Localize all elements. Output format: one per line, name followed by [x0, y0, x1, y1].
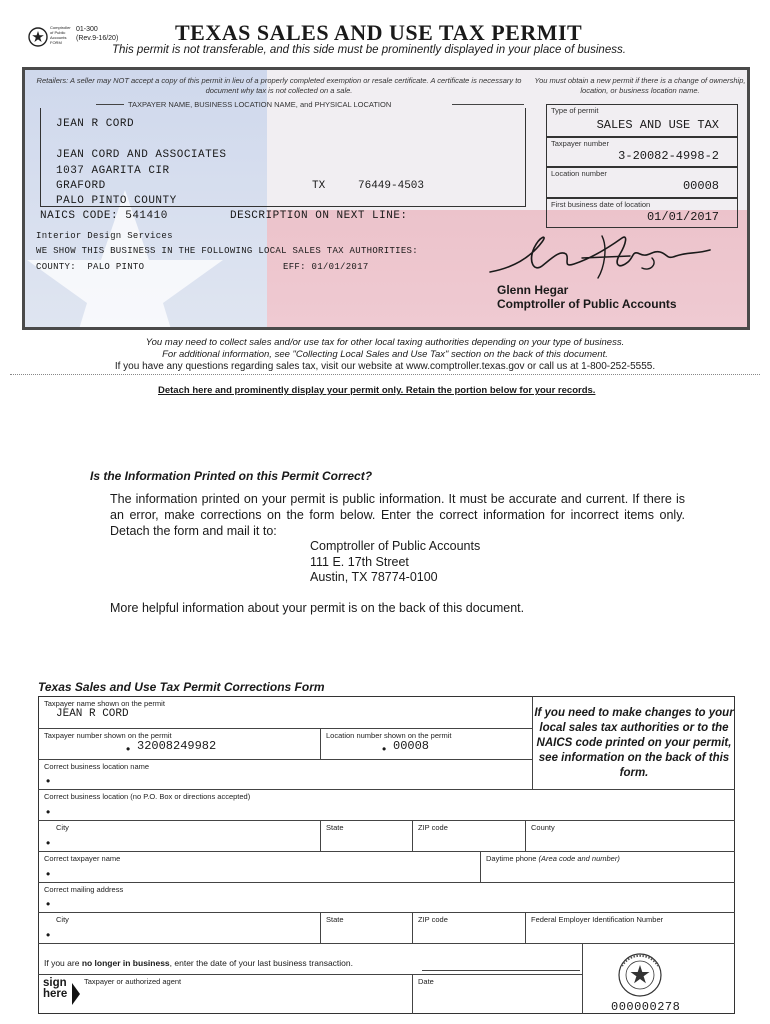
daytime-phone-label: Daytime phone (Area code and number) — [486, 854, 620, 863]
form-rule — [38, 789, 735, 790]
caption-rule-left — [96, 104, 124, 105]
city-label: City — [56, 823, 69, 832]
form-rule — [38, 943, 735, 944]
eff-label: EFF: — [283, 262, 306, 272]
permit-type-value: SALES AND USE TAX — [596, 118, 719, 132]
mail-address-line-2: 111 E. 17th Street — [310, 555, 409, 569]
taxpayer-name: JEAN R CORD — [56, 118, 135, 130]
correct-taxpayer-name-input[interactable]: • — [46, 867, 51, 881]
form-rule — [38, 882, 735, 883]
new-permit-note: You must obtain a new permit if there is a change of ownership, location, or business location name. — [534, 76, 746, 95]
form-rule — [320, 728, 321, 759]
mailing-zip-label: ZIP code — [418, 915, 448, 924]
page-subtitle: This permit is not transferable, and this side must be prominently displayed in your place of business. — [112, 44, 626, 56]
county-value: PALO PINTO — [87, 262, 145, 272]
detach-instruction: Detach here and prominently display your permit only. Retain the portion below for your records. — [158, 385, 596, 396]
county-label: County — [531, 823, 555, 832]
business-location-name-label: Correct business location name — [44, 762, 150, 771]
form-rule — [38, 728, 532, 729]
comptroller-signature — [482, 228, 722, 288]
agency-name: Comptroller of Public Accounts FORM — [50, 25, 71, 45]
eff-value: 01/01/2017 — [311, 262, 369, 272]
caption-rule-right — [452, 104, 524, 105]
naics-code — [40, 210, 168, 222]
comptroller-title: Comptroller of Public Accounts — [497, 297, 677, 311]
description-label: DESCRIPTION ON NEXT LINE: — [230, 210, 408, 222]
first-date-box — [546, 198, 738, 228]
bullet: • — [126, 742, 131, 756]
local-authority-change-note: If you need to make changes to your local sales tax authorities or to the NAICS code printed on your permit, see information on the back of this form. — [534, 707, 734, 779]
bullet: • — [382, 742, 387, 756]
contact-note: If you have any questions regarding sales tax, visit our website at www.comptroller.texas.gov or call us at 1-800-252-5555. — [114, 361, 656, 372]
state-label: State — [326, 823, 344, 832]
taxpayer-number-label: Taxpayer number — [551, 139, 609, 148]
taxpayer-number-input[interactable]: 32008249982 — [137, 739, 217, 753]
mail-address-line-3: Austin, TX 78774-0100 — [310, 570, 438, 584]
mailing-address-input[interactable]: • — [46, 897, 51, 911]
taxpayer-number-box — [546, 137, 738, 167]
sign-arrow-icon — [72, 983, 80, 1005]
corrections-form-title: Texas Sales and Use Tax Permit Corrections Form — [38, 680, 325, 694]
form-rule — [38, 974, 582, 975]
form-rule — [38, 912, 735, 913]
form-rule — [412, 820, 413, 851]
form-rule — [582, 943, 583, 1014]
comptroller-seal-icon — [28, 27, 48, 47]
form-rule — [525, 820, 526, 851]
correct-info-heading: Is the Information Printed on this Permit Correct? — [90, 469, 373, 483]
form-rule — [532, 696, 533, 789]
location-number-value: 00008 — [682, 179, 719, 193]
correct-info-paragraph: The information printed on your permit is public information. It must be accurate and current. If there is an error, make corrections on the form below. Enter the correct information for incorrect items only. Detach the form and mail it to: — [110, 492, 685, 538]
document-serial-number: 000000278 — [611, 1000, 681, 1014]
fein-label: Federal Employer Identification Number — [531, 915, 664, 924]
detach-line — [10, 374, 760, 375]
form-rule — [412, 974, 413, 1014]
business-location-input[interactable]: • — [46, 805, 51, 819]
zip-label: ZIP code — [418, 823, 448, 832]
mailing-city-input[interactable]: • — [46, 928, 51, 942]
county-line: PALO PINTO COUNTY — [56, 195, 177, 207]
permit-type-label: Type of permit — [551, 106, 599, 115]
form-rule — [320, 912, 321, 943]
county-label: COUNTY: — [36, 262, 76, 272]
no-longer-in-business-text: If you are no longer in business, enter the date of your last business transaction. — [44, 958, 353, 968]
sign-here-label: sign here — [43, 977, 68, 1000]
date-field[interactable] — [420, 988, 575, 1010]
form-number: 01-300 (Rev.9-16/20) — [76, 26, 119, 42]
permit-type-box — [546, 104, 738, 137]
city-input[interactable]: • — [46, 836, 51, 850]
location-number-label: Location number — [551, 169, 607, 178]
form-rule — [38, 851, 735, 852]
mailing-state-label: State — [326, 915, 344, 924]
local-tax-note: You may need to collect sales and/or use tax for other local taxing authorities depending on your type of business. — [145, 337, 625, 348]
comptroller-office-seal-icon — [612, 952, 668, 998]
mailing-address-label: Correct mailing address — [44, 885, 124, 894]
more-info-text: More helpful information about your permit is on the back of this document. — [110, 601, 525, 615]
taxpayer-number-value: 3-20082-4998-2 — [618, 149, 719, 163]
form-rule — [320, 820, 321, 851]
street-address: 1037 AGARITA CIR — [56, 165, 170, 177]
taxpayer-name-value[interactable]: JEAN R CORD — [56, 708, 129, 720]
first-date-label: First business date of location — [551, 200, 651, 209]
retailer-note: Retailers: A seller may NOT accept a copy of this permit in lieu of a properly completed exemption or resale certificate. A certificate is necessary to document why tax is not collected on a sale. — [36, 76, 522, 95]
first-date-value: 01/01/2017 — [646, 210, 719, 224]
comptroller-name: Glenn Hegar — [497, 283, 569, 297]
local-authorities-text: WE SHOW THIS BUSINESS IN THE FOLLOWING LOCAL SALES TAX AUTHORITIES: — [36, 246, 418, 256]
mailing-city-label: City — [56, 915, 69, 924]
zip-code: 76449-4503 — [358, 180, 425, 192]
form-rule — [38, 820, 735, 821]
page-title: TEXAS SALES AND USE TAX PERMIT — [175, 20, 583, 45]
last-date-line — [422, 970, 580, 971]
taxpayer-name-label: Taxpayer name shown on the permit — [44, 699, 165, 708]
signature-field[interactable] — [86, 988, 406, 1010]
naics-label: NAICS CODE: — [40, 210, 119, 222]
form-rule — [412, 912, 413, 943]
location-number-label: Location number shown on the permit — [326, 731, 452, 740]
form-rule — [38, 759, 532, 760]
location-number-input[interactable]: 00008 — [393, 739, 430, 753]
mail-address-line-1: Comptroller of Public Accounts — [310, 539, 481, 553]
location-number-box — [546, 167, 738, 198]
business-location-name-input[interactable]: • — [46, 774, 51, 788]
local-county — [36, 262, 144, 272]
correct-taxpayer-name-label: Correct taxpayer name — [44, 854, 121, 863]
additional-info-note: For additional information, see "Collecting Local Sales and Use Tax" section on the back of this document. — [162, 349, 608, 360]
business-location-label: Correct business location (no P.O. Box or directions accepted) — [44, 792, 251, 801]
effective-date — [283, 262, 369, 272]
form-rule — [525, 912, 526, 943]
state: TX — [312, 180, 326, 192]
form-rule — [480, 851, 481, 882]
business-name: JEAN CORD AND ASSOCIATES — [56, 149, 227, 161]
agent-label: Taxpayer or authorized agent — [84, 977, 182, 986]
taxpayer-number-label: Taxpayer number shown on the permit — [44, 731, 172, 740]
name-caption: TAXPAYER NAME, BUSINESS LOCATION NAME, and PHYSICAL LOCATION — [128, 100, 392, 109]
naics-value: 541410 — [125, 210, 168, 222]
date-label: Date — [418, 977, 434, 986]
business-description: Interior Design Services — [36, 231, 173, 241]
city: GRAFORD — [56, 180, 106, 192]
